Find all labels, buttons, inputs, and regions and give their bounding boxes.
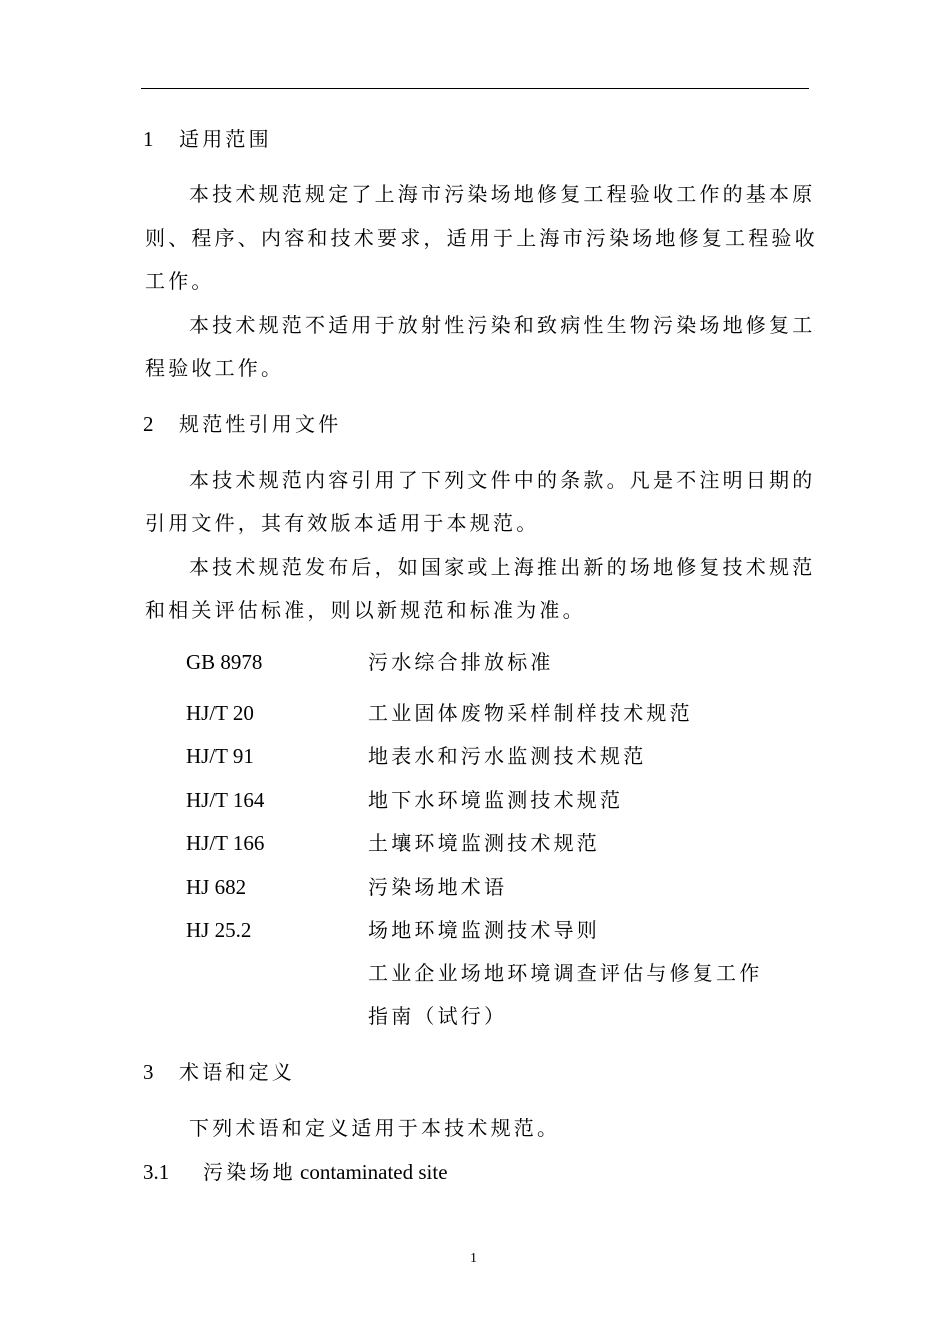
s2-para1-line1: 本技术规范内容引用了下列文件中的条款。凡是不注明日期的 [189,468,816,492]
reference-code: GB 8978 [186,650,263,674]
reference-title: 工业固体废物采样制样技术规范 [368,701,693,725]
subsection-3-1-title-cn: 污染场地 [203,1160,296,1184]
reference-code: HJ/T 164 [186,788,265,812]
subsection-3-1-number: 3.1 [143,1160,170,1184]
reference-code: HJ/T 166 [186,831,265,855]
reference-title: 场地环境监测技术导则 [368,918,600,942]
reference-title: 地下水环境监测技术规范 [368,788,624,812]
section-2-number: 2 [143,412,154,436]
reference-code: HJ/T 91 [186,744,254,768]
s1-para2-line1: 本技术规范不适用于放射性污染和致病性生物污染场地修复工 [189,313,816,337]
section-3-number: 3 [143,1060,154,1084]
s2-para1-line2: 引用文件，其有效版本适用于本规范。 [145,511,540,535]
section-1-title: 适用范围 [179,127,272,151]
s1-para1-line1: 本技术规范规定了上海市污染场地修复工程验收工作的基本原 [189,182,816,206]
s3-para1: 下列术语和定义适用于本技术规范。 [189,1116,561,1140]
section-2-title: 规范性引用文件 [179,412,342,436]
s2-para2-line2: 和相关评估标准，则以新规范和标准为准。 [145,598,586,622]
reference-code: HJ 25.2 [186,918,252,942]
s1-para1-line3: 工作。 [145,269,215,293]
reference-code: HJ/T 20 [186,701,254,725]
s1-para2-line2: 程验收工作。 [145,356,285,380]
page-number: 1 [470,1251,477,1266]
s2-para2-line1: 本技术规范发布后，如国家或上海推出新的场地修复技术规范 [189,555,816,579]
reference-title: 污染场地术语 [368,875,508,899]
reference-title: 土壤环境监测技术规范 [368,831,600,855]
reference-title: 地表水和污水监测技术规范 [368,744,647,768]
reference-title-continued: 指南（试行） [368,1004,508,1028]
section-1-number: 1 [143,127,154,151]
header-rule [141,88,809,89]
subsection-3-1-title-en: contaminated site [300,1160,448,1184]
s1-para1-line2: 则、程序、内容和技术要求，适用于上海市污染场地修复工程验收 [145,226,818,250]
reference-title: 污水综合排放标准 [368,650,554,674]
reference-code: HJ 682 [186,875,247,899]
section-3-title: 术语和定义 [179,1060,295,1084]
reference-title: 工业企业场地环境调查评估与修复工作 [368,961,763,985]
